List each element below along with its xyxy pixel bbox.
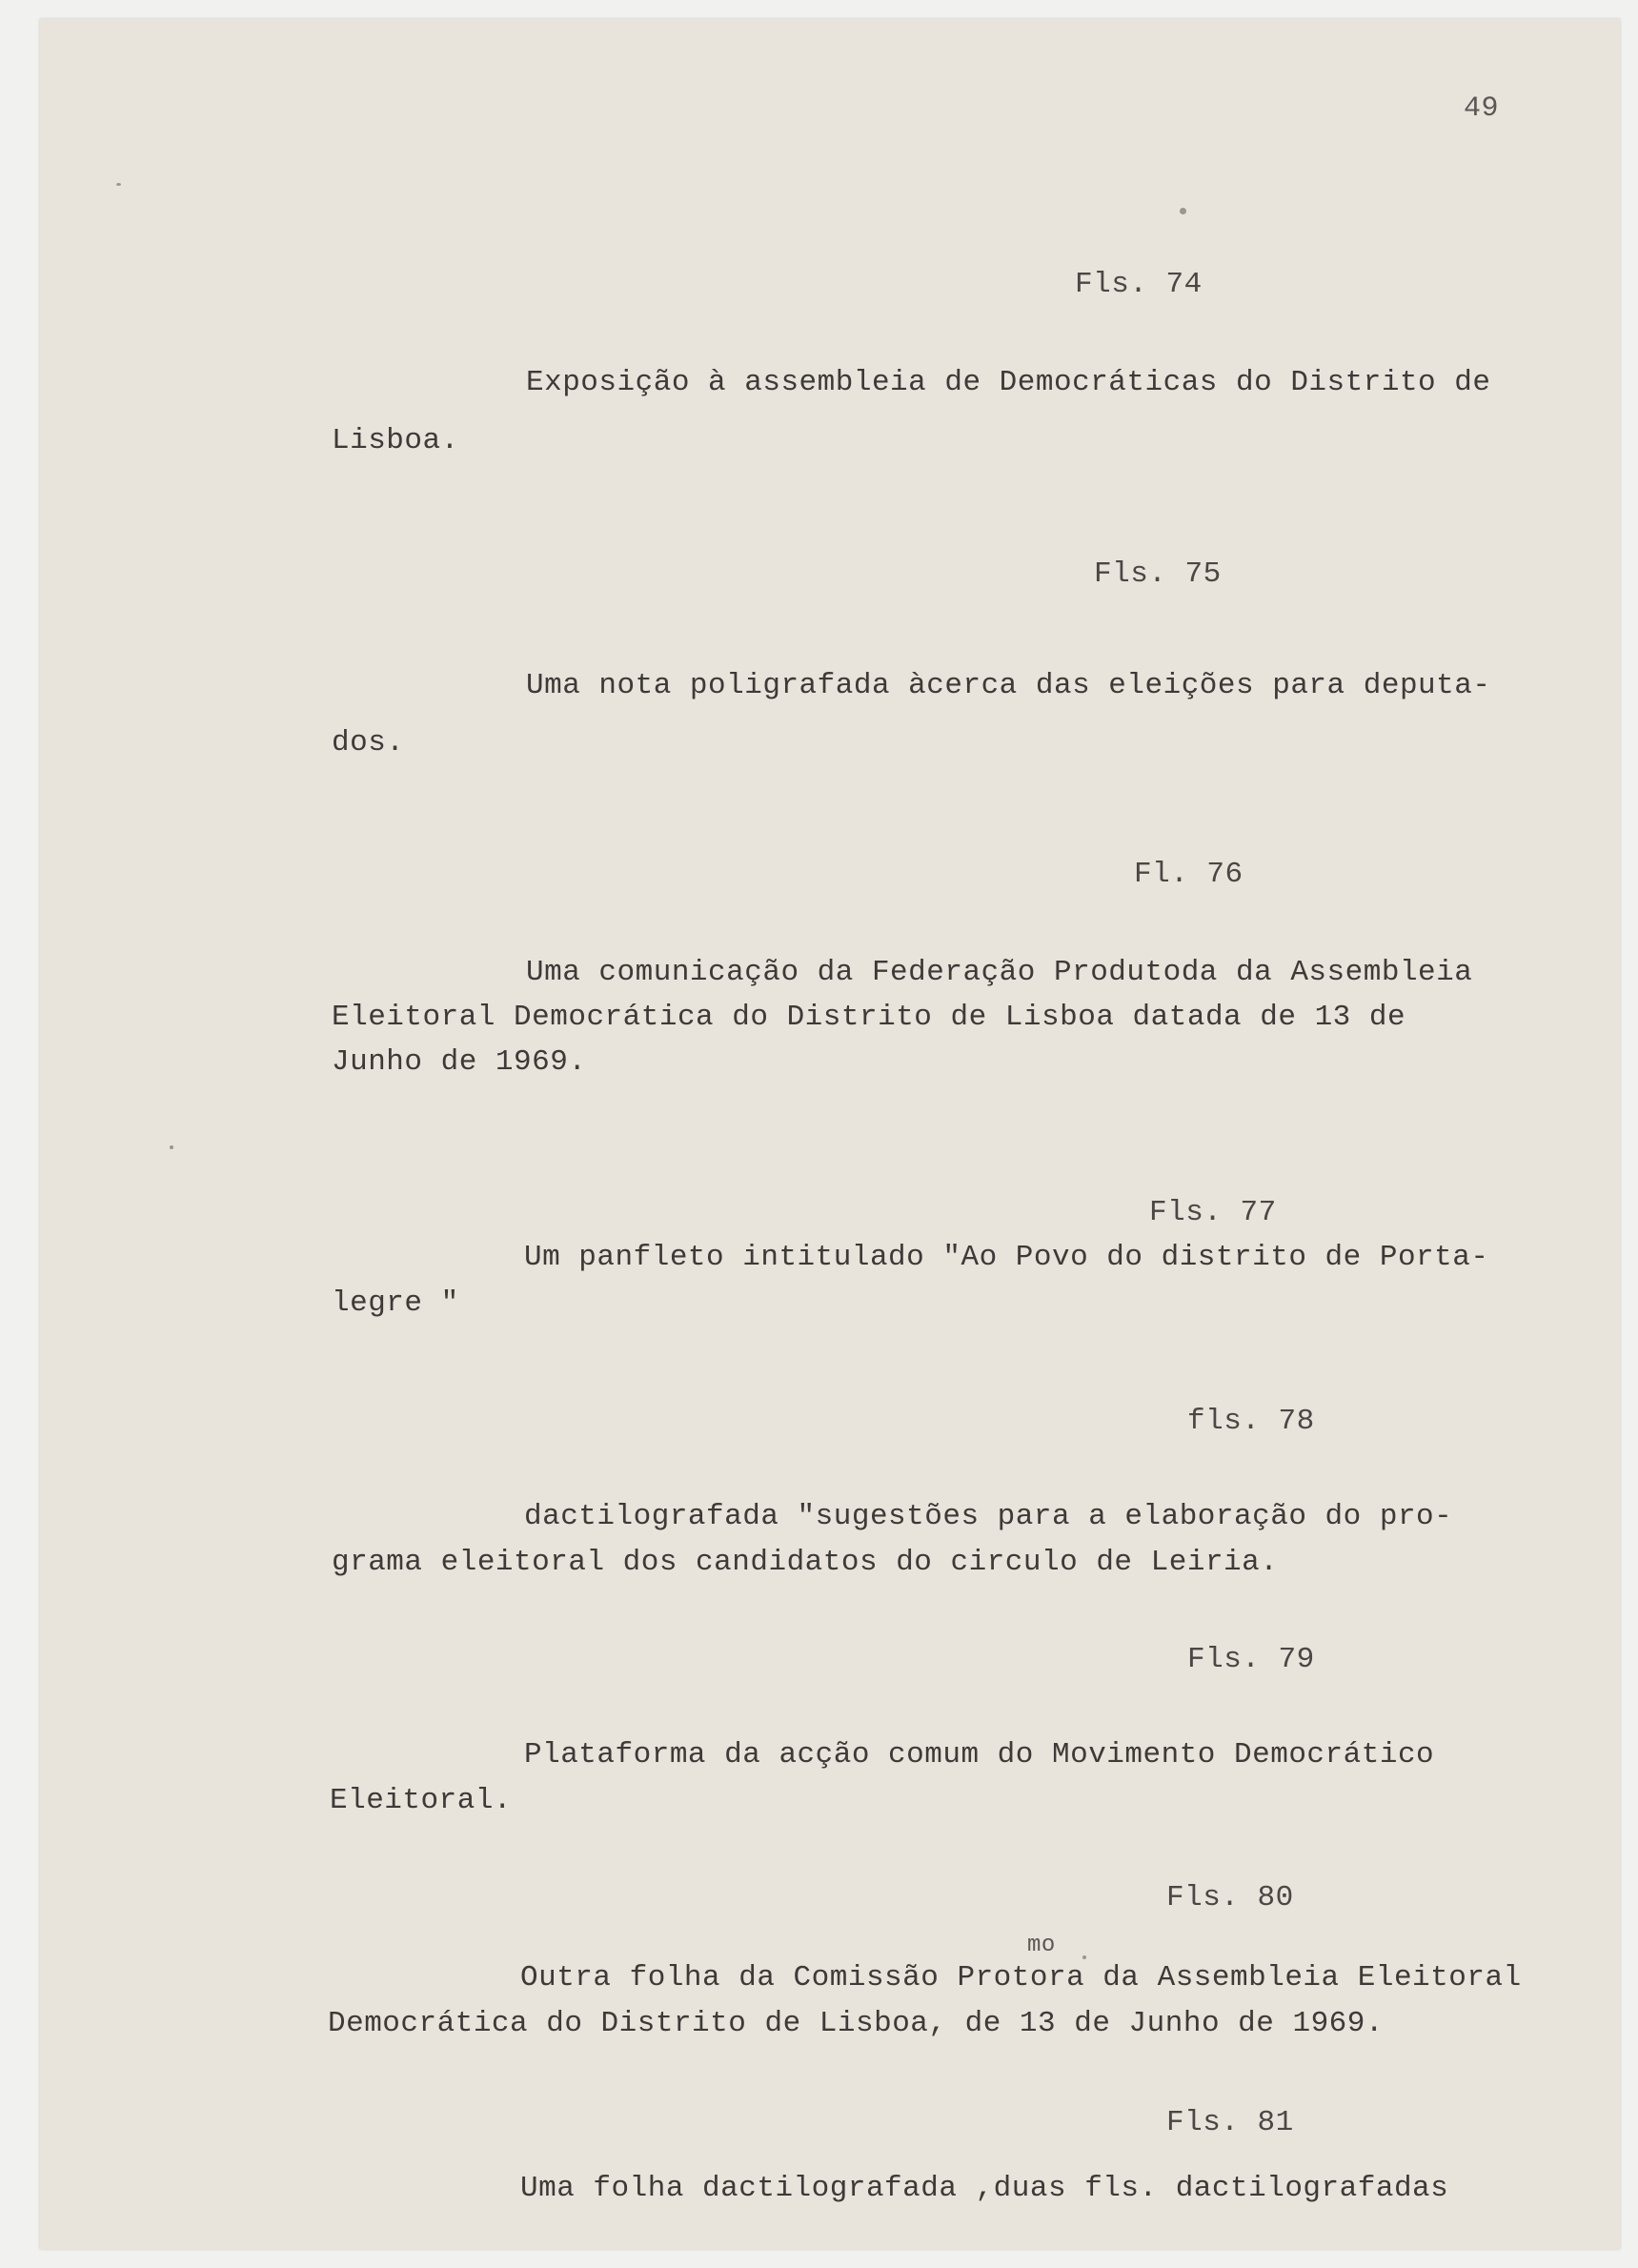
handwritten-insert: mo — [1027, 1933, 1056, 1958]
entry-line: Uma comunicação da Federação Produtoda da Assembleia — [526, 956, 1473, 989]
paper-speck — [116, 183, 121, 186]
entry-line: dactilografada "sugestões para a elaboração do pro- — [524, 1500, 1453, 1533]
entry-line: Exposição à assembleia de Democráticas do Distrito de — [526, 366, 1491, 399]
entry-line: Plataforma da acção comum do Movimento Democrático — [524, 1738, 1435, 1772]
entry-line: legre " — [332, 1286, 459, 1320]
entry-line: Um panfleto intitulado "Ao Povo do distrito de Porta- — [524, 1241, 1489, 1274]
folio-heading: Fl. 76 — [1134, 858, 1244, 891]
entry-line: Uma nota poligrafada àcerca das eleições para deputa- — [526, 669, 1491, 702]
entry-line: Outra folha da Comissão Protora da Assembleia Eleitoral — [520, 1961, 1522, 1995]
paper-speck — [170, 1145, 173, 1149]
paper-speck — [1180, 208, 1186, 214]
folio-heading: Fls. 79 — [1187, 1643, 1315, 1676]
folio-heading: fls. 78 — [1187, 1405, 1315, 1438]
entry-line: Uma folha dactilografada ,duas fls. dactilografadas — [520, 2172, 1449, 2205]
folio-heading: Fls. 81 — [1166, 2106, 1294, 2139]
entry-line: Lisboa. — [332, 424, 459, 457]
folio-heading: Fls. 75 — [1094, 557, 1222, 591]
entry-line: dos. — [332, 726, 405, 759]
entry-line: Junho de 1969. — [332, 1045, 587, 1079]
entry-line: Democrática do Distrito de Lisboa, de 13 de Junho de 1969. — [328, 2007, 1384, 2040]
entry-line: Eleitoral Democrática do Distrito de Lisboa datada de 13 de — [332, 1001, 1406, 1034]
folio-heading: Fls. 77 — [1149, 1196, 1277, 1229]
folio-heading: Fls. 74 — [1075, 268, 1203, 301]
typewritten-page — [40, 19, 1620, 2249]
entry-line: Eleitoral. — [330, 1784, 513, 1817]
folio-heading: Fls. 80 — [1166, 1881, 1294, 1914]
entry-line: grama eleitoral dos candidatos do circulo de Leiria. — [332, 1546, 1279, 1579]
page-number: 49 — [1464, 92, 1500, 125]
